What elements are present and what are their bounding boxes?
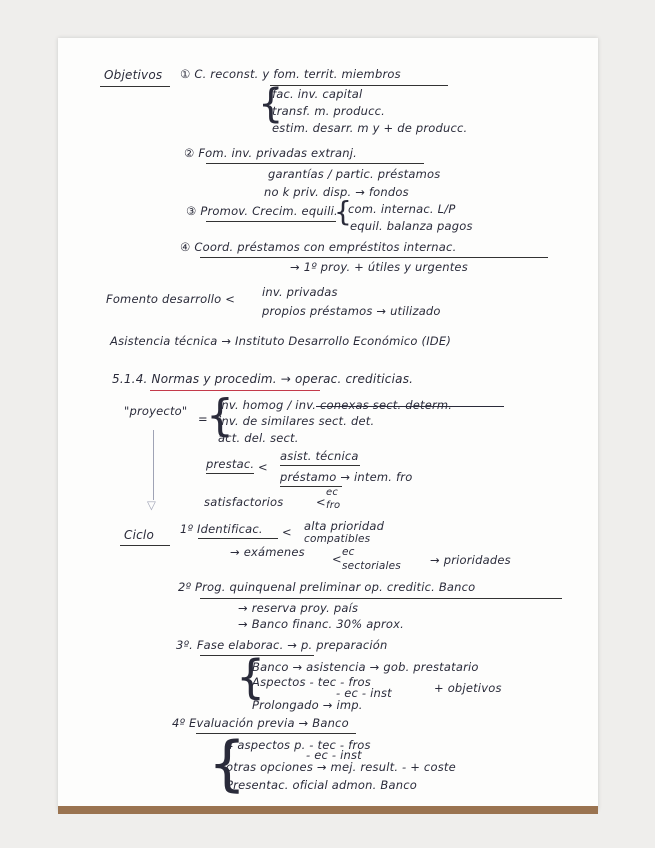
ciclo-1f: → prioridades bbox=[430, 553, 511, 567]
brace-icon: { bbox=[258, 81, 284, 127]
ciclo-3c: - ec - inst bbox=[336, 686, 392, 700]
ciclo-1e: sectoriales bbox=[342, 560, 401, 572]
fomento-a: inv. privadas bbox=[262, 285, 338, 299]
underline bbox=[200, 257, 548, 258]
brace-icon: { bbox=[206, 390, 234, 441]
prestac-a: asist. técnica bbox=[280, 449, 359, 463]
arrow-down-icon: ▽ bbox=[147, 498, 157, 512]
underline bbox=[206, 163, 424, 164]
prestac-label: prestac. bbox=[206, 457, 255, 471]
objective-2a: garantías / partic. préstamos bbox=[268, 167, 441, 181]
underline bbox=[100, 86, 170, 87]
ciclo-3e: Prolongado → imp. bbox=[252, 698, 363, 712]
brace-icon: { bbox=[334, 195, 352, 228]
ciclo-1c: → exámenes bbox=[230, 545, 305, 559]
prestac-b: préstamo → intem. fro bbox=[280, 470, 413, 484]
equals-sign: = bbox=[198, 412, 208, 426]
underline bbox=[200, 598, 562, 599]
objective-1: ① C. reconst. y fom. territ. miembros bbox=[180, 67, 401, 81]
underline bbox=[198, 538, 278, 539]
ciclo-4a: 4 aspectos p. - tec - fros bbox=[226, 738, 371, 752]
fomento-label: Fomento desarrollo < bbox=[106, 292, 236, 306]
ciclo-3: 3º. Fase elaborac. → p. preparación bbox=[176, 638, 388, 652]
asistencia-line: Asistencia técnica → Instituto Desarrollo Económico (IDE) bbox=[110, 334, 452, 348]
objective-1a: fac. inv. capital bbox=[272, 87, 363, 101]
underline bbox=[206, 473, 254, 474]
objective-1c: estim. desarr. m y + de producc. bbox=[272, 121, 468, 135]
satisf-fro: fro bbox=[326, 500, 341, 511]
fomento-b: propios préstamos → utilizado bbox=[262, 304, 441, 318]
objective-1b: transf. m. producc. bbox=[272, 104, 385, 118]
arrow-down-line bbox=[153, 430, 154, 500]
proyecto-3: act. del. sect. bbox=[218, 431, 299, 445]
heading-objetivos: Objetivos bbox=[104, 68, 163, 82]
objective-3b: equil. balanza pagos bbox=[350, 219, 473, 233]
ciclo-4d: Presentac. oficial admon. Banco bbox=[226, 778, 417, 792]
ciclo-2: 2º Prog. quinquenal preliminar op. creditic. Banco bbox=[178, 580, 476, 594]
proyecto-1: inv. homog / inv. conexas sect. determ. bbox=[218, 398, 453, 412]
lt-sign: < bbox=[332, 552, 342, 566]
ciclo-label: Ciclo bbox=[124, 528, 154, 542]
ciclo-4c: otras opciones → mej. result. - + coste bbox=[226, 760, 456, 774]
satisf-ec: ec bbox=[326, 487, 339, 498]
proyecto-label: "proyecto" bbox=[124, 404, 188, 418]
objective-3: ③ Promov. Crecim. equili. bbox=[186, 204, 338, 218]
lt-sign: < bbox=[282, 525, 292, 539]
ciclo-3a: Banco → asistencia → gob. prestatario bbox=[252, 660, 479, 674]
ciclo-1a: alta prioridad bbox=[304, 519, 385, 533]
brace-icon: { bbox=[208, 729, 247, 799]
underline bbox=[206, 221, 336, 222]
page-edge-shadow bbox=[58, 806, 598, 814]
underline bbox=[120, 545, 170, 546]
ciclo-4b: - ec - inst bbox=[306, 748, 362, 762]
underline bbox=[270, 85, 448, 86]
satisfactorios: satisfactorios bbox=[204, 495, 284, 509]
objective-4a: → 1º proy. + útiles y urgentes bbox=[290, 260, 468, 274]
lt-sign: < bbox=[316, 495, 326, 509]
ciclo-2a: → reserva proy. país bbox=[238, 601, 359, 615]
ciclo-3b: Aspectos - tec - fros bbox=[252, 675, 371, 689]
lt-sign: < bbox=[258, 460, 268, 474]
underline bbox=[280, 465, 360, 466]
objective-2: ② Fom. inv. privadas extranj. bbox=[184, 146, 357, 160]
objective-2b: no k priv. disp. → fondos bbox=[264, 185, 409, 199]
ciclo-3d: + objetivos bbox=[434, 681, 502, 695]
ciclo-1b: compatibles bbox=[304, 533, 371, 545]
proyecto-2: inv. de similares sect. det. bbox=[218, 414, 375, 428]
brace-icon: { bbox=[236, 650, 266, 704]
ciclo-1: 1º Identificac. bbox=[180, 522, 263, 536]
section-5-1-4: 5.1.4. Normas y procedim. → operac. crediticias. bbox=[112, 372, 414, 386]
ciclo-4: 4º Evaluación previa → Banco bbox=[172, 716, 349, 730]
underline-red bbox=[150, 390, 320, 391]
objective-4: ④ Coord. préstamos con empréstitos internac. bbox=[180, 240, 457, 254]
ciclo-1d: ec bbox=[342, 546, 355, 558]
objective-3a: com. internac. L/P bbox=[348, 202, 456, 216]
ciclo-2b: → Banco financ. 30% aprox. bbox=[238, 617, 405, 631]
strikethrough bbox=[316, 406, 504, 407]
